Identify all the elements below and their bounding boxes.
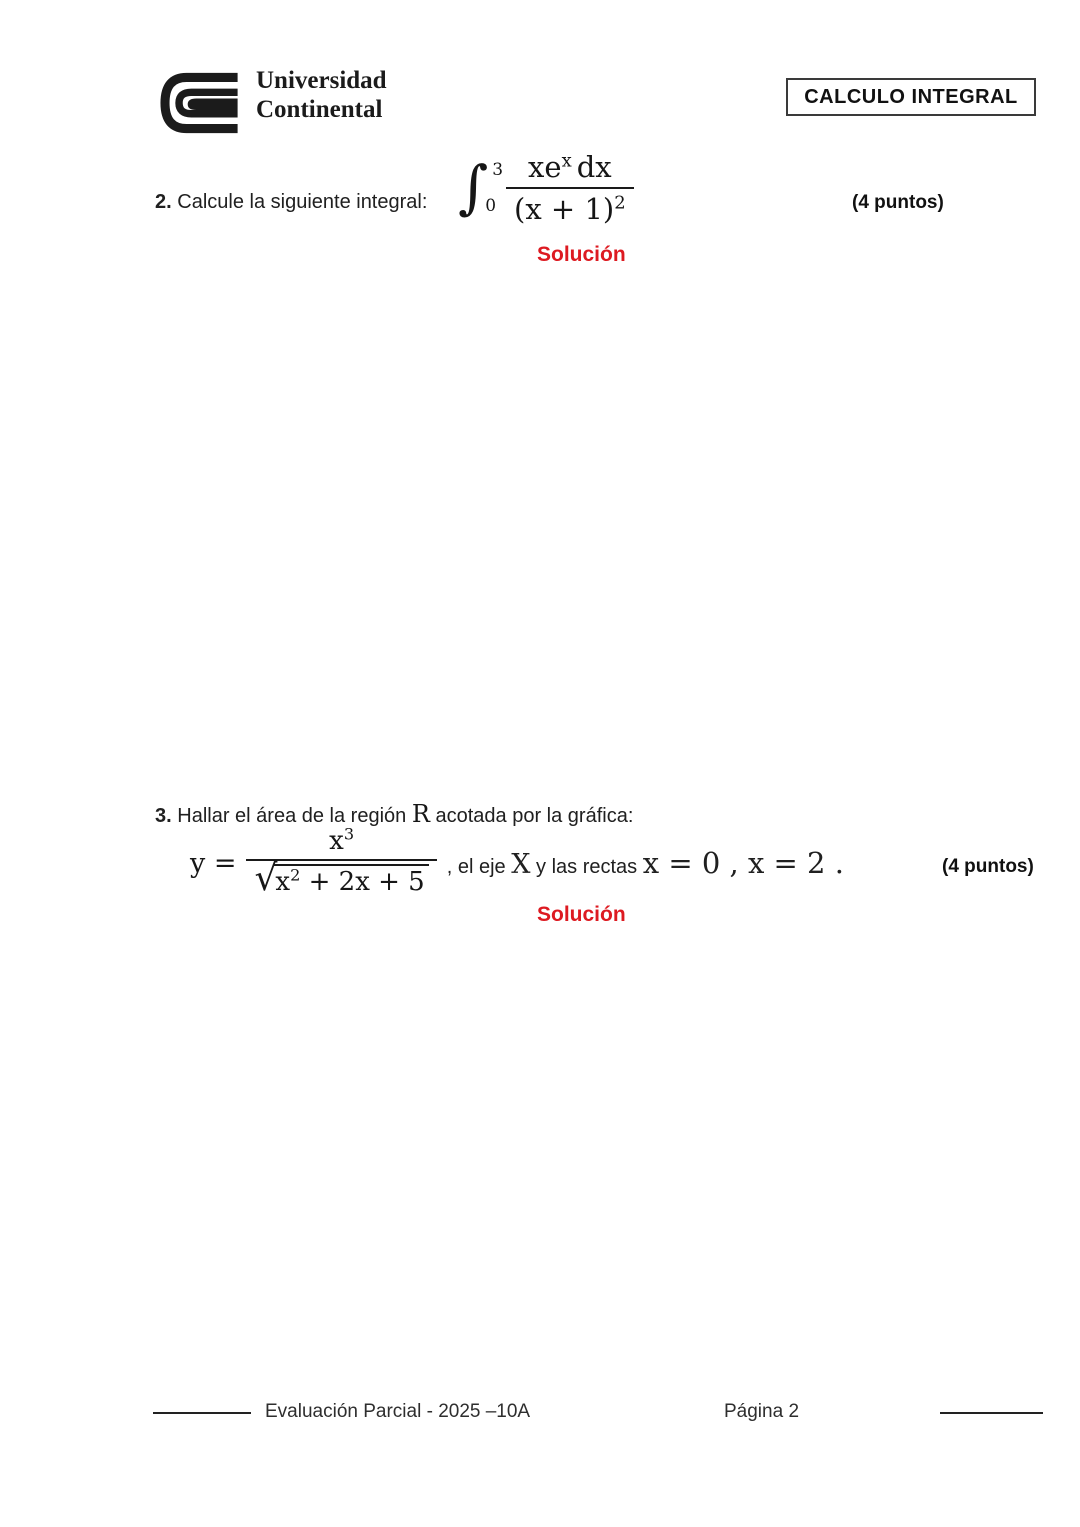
integral-upper-limit: 3	[492, 160, 504, 180]
radicand-tail: + 2x + 5	[300, 867, 425, 897]
integral-lower-limit: 0	[485, 196, 497, 216]
problem2-number: 2.	[155, 191, 172, 213]
problem3-prompt	[155, 800, 633, 828]
tail-el-eje: el eje	[457, 856, 506, 878]
problem2-points: (4 puntos)	[852, 192, 944, 213]
university-name-line1: Universidad	[256, 67, 387, 94]
square-root	[254, 858, 428, 900]
university-name	[256, 66, 387, 124]
numerator-base: xe	[528, 150, 562, 184]
problem3-prompt-before: Hallar el área de la región	[177, 805, 407, 827]
course-title: CALCULO INTEGRAL	[804, 85, 1018, 108]
integrand-denominator	[506, 187, 634, 226]
axis-symbol-X: X	[511, 849, 531, 880]
problem2-solution-label: Solución	[537, 243, 626, 266]
footer-exam-label: Evaluación Parcial - 2025 –10A	[265, 1401, 531, 1422]
problem2-prompt	[155, 191, 427, 214]
radical-sign: √	[254, 858, 278, 899]
integrand-numerator	[520, 150, 620, 187]
integral-sign: ∫	[458, 153, 489, 222]
equation-tail-text	[447, 846, 844, 880]
integral-limits	[485, 160, 504, 216]
differential-dx: dx	[576, 150, 612, 184]
problem3-equation	[190, 826, 844, 900]
problem3-number: 3.	[155, 805, 172, 827]
region-symbol-R: R	[411, 800, 430, 828]
denominator-base: (x + 1)	[514, 192, 615, 226]
problem3-prompt-after: acotada por la gráfica:	[435, 805, 634, 827]
denominator-exponent: 2	[614, 192, 626, 214]
tail-comma: ,	[446, 856, 458, 878]
problem2-prompt-text: Calcule la siguiente integral:	[177, 191, 428, 213]
footer-rule-left	[153, 1412, 251, 1414]
university-name-line2: Continental	[256, 96, 383, 123]
lines-equations: x = 0 , x = 2 .	[642, 846, 844, 880]
tail-y-las-rectas: y las rectas	[536, 856, 638, 878]
universidad-continental-logo-icon	[156, 70, 240, 136]
equation-denominator	[246, 859, 436, 900]
eq-numerator-exponent: 3	[343, 824, 355, 844]
problem2-integral-expression	[458, 150, 634, 226]
equation-numerator	[321, 826, 362, 859]
course-title-box	[786, 78, 1036, 116]
equation-lhs: y =	[190, 847, 237, 879]
radicand-base: x	[275, 867, 291, 897]
problem3-points: (4 puntos)	[942, 856, 1034, 877]
problem3-solution-label: Solución	[537, 903, 626, 926]
eq-numerator-base: x	[329, 826, 344, 856]
equation-fraction	[246, 826, 436, 900]
integrand-fraction	[506, 150, 634, 226]
radicand	[273, 864, 428, 897]
radicand-exponent: 2	[290, 865, 301, 885]
footer-rule-right	[940, 1412, 1043, 1414]
footer-page-number: Página 2	[724, 1401, 800, 1422]
numerator-exponent: x	[561, 150, 572, 172]
